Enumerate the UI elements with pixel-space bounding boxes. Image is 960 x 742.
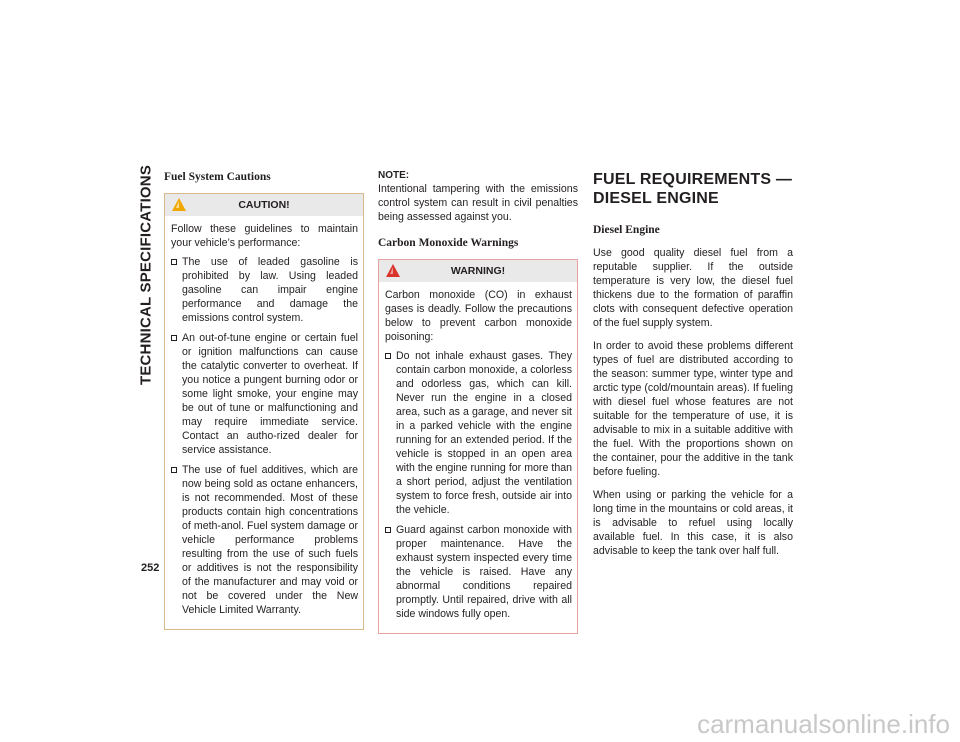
- warning-intro: Carbon monoxide (CO) in exhaust gases is deadly. Follow the precautions below to prevent carbon monoxide poisoning:: [385, 289, 572, 343]
- bullet-square-icon: [171, 259, 177, 265]
- fuel-system-cautions-heading: Fuel System Cautions: [164, 171, 271, 183]
- diesel-engine-heading: Diesel Engine: [593, 224, 660, 236]
- list-item: [171, 331, 358, 457]
- column-3: [593, 170, 793, 567]
- paragraph: Use good quality diesel fuel from a reputable supplier. If the outside temperature is very low, the diesel fuel thickens due to the formation of paraffin clots with consequent defective operation of the fuel supply system.: [593, 247, 793, 329]
- paragraph: When using or parking the vehicle for a long time in the mountains or cold areas, it is advisable to refuel using locally available fuel. In this case, it is also advisable to keep the tank over half full.: [593, 489, 793, 557]
- section-title-line-2: DIESEL ENGINE: [593, 190, 719, 207]
- column-2: [378, 170, 578, 634]
- column-1: [164, 170, 364, 630]
- carbon-monoxide-heading: Carbon Monoxide Warnings: [378, 237, 519, 249]
- caution-header: [165, 194, 363, 216]
- bullet-square-icon: [171, 467, 177, 473]
- note-label: NOTE:: [378, 170, 410, 181]
- warning-triangle-icon: [385, 263, 401, 278]
- watermark-text: carmanualsonline.info: [697, 709, 950, 739]
- list-item-text: The use of leaded gasoline is prohibited by law. Using leaded gasoline can impair engine performance and damage the emissions control system.: [182, 256, 358, 324]
- list-item-text: An out-of-tune engine or certain fuel or ignition malfunctions can cause the catalytic converter to overheat. If you notice a pungent burning odor or some light smoke, your engine may be out of tune or malfunctioning and may require immediate service. Contact an autho-rized dealer for service assistance.: [182, 332, 358, 456]
- list-item: [171, 463, 358, 617]
- section-side-tab: [136, 164, 156, 386]
- list-item-text: The use of fuel additives, which are now being sold as octane enhancers, is not recommended. Most of these products contain high concentrations of meth-anol. Fuel system damage or vehicle performance problems resulting from the use of such fuels or additives is not the responsibility of the manufacturer and may void or not be covered under the New Vehicle Limited Warranty.: [182, 464, 358, 616]
- list-item-text: Guard against carbon monoxide with proper maintenance. Have the exhaust system inspected every time the vehicle is raised. Have any abnormal conditions repaired promptly. Until repaired, drive with all side windows fully open.: [396, 524, 572, 620]
- section-title-line-1: FUEL REQUIREMENTS —: [593, 171, 793, 188]
- caution-intro: Follow these guidelines to maintain your vehicle’s performance:: [171, 223, 358, 249]
- warning-body: [379, 282, 577, 633]
- caution-title: CAUTION!: [238, 199, 290, 211]
- caution-body: [165, 216, 363, 629]
- list-item: [385, 523, 572, 621]
- bullet-square-icon: [171, 335, 177, 341]
- warning-title: WARNING!: [450, 265, 506, 277]
- caution-box: [164, 193, 364, 630]
- paragraph: In order to avoid these problems different types of fuel are distributed according to the season: summer type, winter type and arctic type (cold/mountain areas). If fueling with diesel fuel whose features are not suitable for the temperature of use, it is advisable to mix in a suitable additive with the fuel. With the proportions shown on the container, pour the additive in the tank before fueling.: [593, 340, 793, 478]
- list-item: [385, 349, 572, 517]
- section-title: [593, 170, 793, 208]
- section-side-tab-label: TECHNICAL SPECIFICATIONS: [137, 164, 155, 386]
- list-item: [171, 255, 358, 325]
- note-text: Intentional tampering with the emissions control system can result in civil penalties being assessed against you.: [378, 183, 578, 223]
- warning-box: [378, 259, 578, 634]
- bullet-square-icon: [385, 527, 391, 533]
- bullet-square-icon: [385, 353, 391, 359]
- caution-triangle-icon: [171, 197, 187, 212]
- list-item-text: Do not inhale exhaust gases. They contain carbon monoxide, a colorless and odorless gas, which can kill. Never run the engine in a closed area, such as a garage, and never sit in a parked vehicle with the engine running for an extended period. If the vehicle is stopped in an open area with the engine running for more than a short period, adjust the ventilation system to force fresh, outside air into the vehicle.: [396, 350, 572, 516]
- page-number: 252: [141, 562, 160, 574]
- warning-header: [379, 260, 577, 282]
